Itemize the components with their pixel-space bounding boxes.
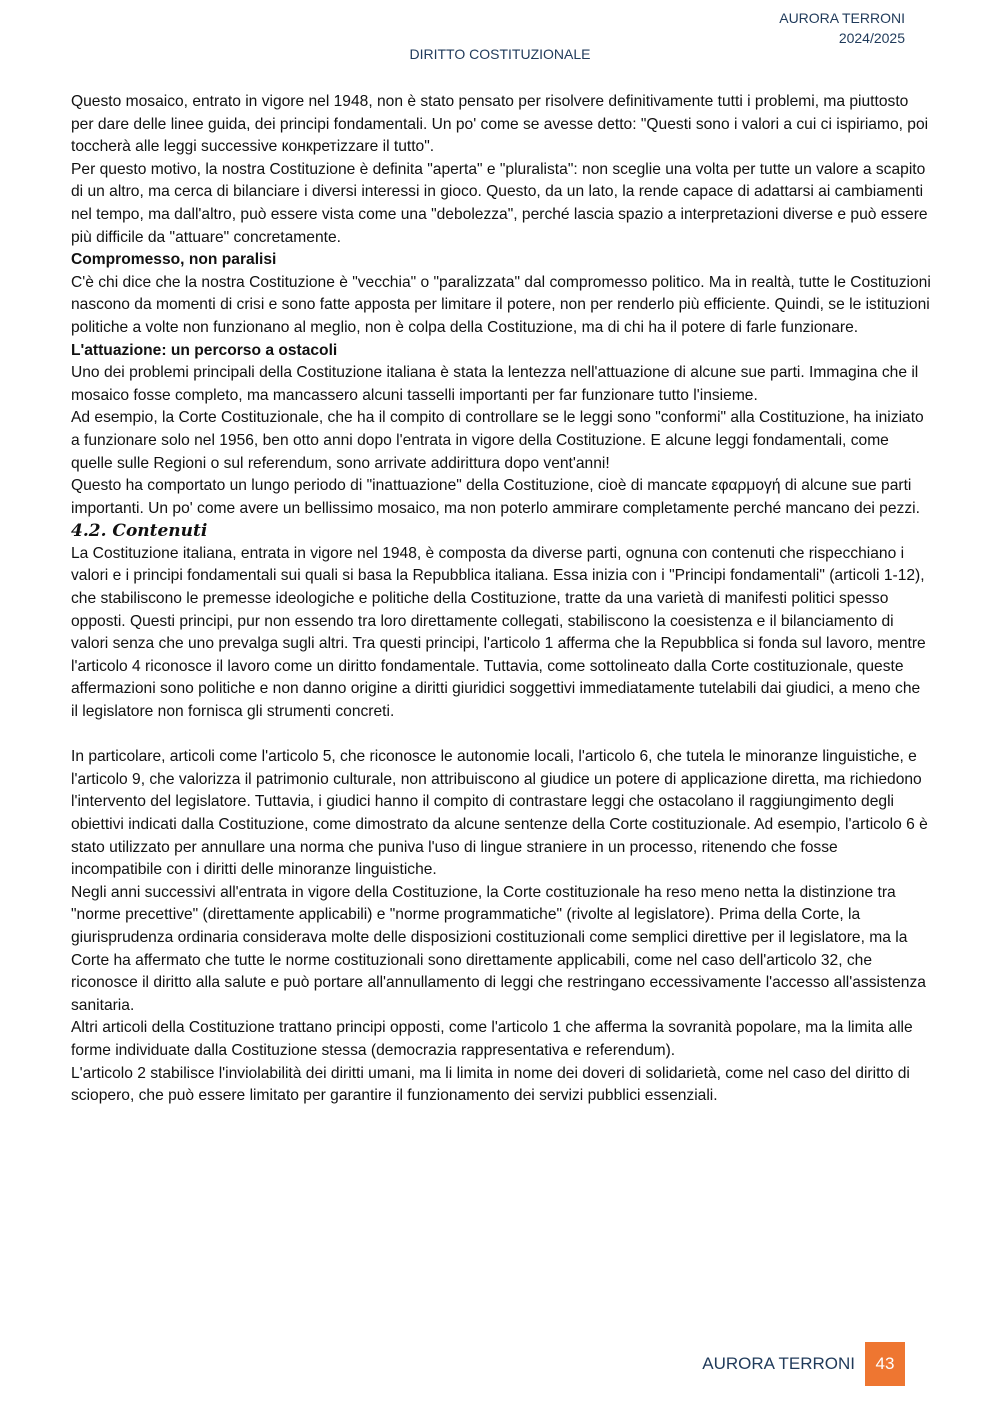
header-author: AURORA TERRONI: [779, 10, 905, 26]
subheading-attuazione: L'attuazione: un percorso a ostacoli: [71, 341, 338, 359]
header-year: 2024/2025: [838, 30, 905, 46]
paragraph: C'è chi dice che la nostra Costituzione è "vecchia" o "paralizzata" dal compromesso politico. Ma in realtà, tutte le Costituzioni nascono da momenti di crisi e sono fatte apposta per limitare il potere, non per renderlo più efficiente. Quindi, se le istituzioni politiche a volte non funzionano al meglio, non è colpa della Costituzione, ma di chi ha il potere di farle funzionare.: [71, 273, 931, 336]
page-content: [71, 91, 931, 1108]
header-author-block: [779, 8, 905, 48]
paragraph: Altri articoli della Costituzione trattano principi opposti, come l'articolo 1 che afferma la sovranità popolare, ma la limita alle forme individuate dalla Costituzione stessa (democrazia rappresentativa e referendum).: [71, 1019, 913, 1059]
section-title: 4.2. Contenuti: [71, 521, 208, 542]
blank-line: [71, 724, 931, 747]
footer-author: AURORA TERRONI: [702, 1354, 855, 1373]
paragraph: Ad esempio, la Corte Costituzionale, che ha il compito di controllare se le leggi sono "conformi" alla Costituzione, ha iniziato a funzionare solo nel 1956, ben otto anni dopo l'entrata in vigore della Costituzione. E alcune leggi fondamentali, come quelle sulle Regioni o sul referendum, sono arrivate addirittura dopo vent'anni!: [71, 409, 924, 472]
paragraph: In particolare, articoli come l'articolo 5, che riconosce le autonomie locali, l'articolo 6, che tutela le minoranze linguistiche, e l'articolo 9, che valorizza il patrimonio culturale, non attribuiscono al giudice un potere di applicazione diretta, ma richiedono l'intervento del legislatore. Tuttavia, i giudici hanno il compito di contrastare leggi che ostacolano il raggiungimento degli obiettivi indicati dalla Costituzione, come dimostrato da alcune sentenze della Corte costituzionale. Ad esempio, l'articolo 6 è stato utilizzato per annullare una norma che puniva l'uso di lingue straniere in un processo, ritenendo che fosse incompatibile con i diritti delle minoranze linguistiche.: [71, 748, 928, 879]
paragraph: Per questo motivo, la nostra Costituzione è definita "aperta" e "pluralista": non sceglie una volta per tutte un valore a scapito di un altro, ma cerca di bilanciare i diversi interessi in gioco. Questo, da un lato, la rende capace di adattarsi ai cambiamenti nel tempo, ma dall'altro, può essere vista come una "debolezza", perché lascia spazio a interpretazioni diverse e può essere più difficile da "attuare" concretamente.: [71, 160, 928, 246]
paragraph: La Costituzione italiana, entrata in vigore nel 1948, è composta da diverse parti, ognuna con contenuti che rispecchiano i valori e i principi fondamentali sui quali si basa la Repubblica italiana. Essa inizia con i "Principi fondamentali" (articoli 1-12), che stabiliscono le premesse ideologiche e politiche della Costituzione, tratte da una varietà di manifesti politici spesso opposti. Questi principi, pur non essendo tra loro direttamente collegati, stabiliscono la coesistenza e il bilanciamento di valori senza che uno prevalga sugli altri. Tra questi principi, l'articolo 1 afferma che la Repubblica si fonda sul lavoro, mentre l'articolo 4 riconosce il lavoro come un diritto fondamentale. Tuttavia, come sottolineato dalla Corte costituzionale, queste affermazioni sono politiche e non danno origine a diritti giuridici soggettivi immediatamente tutelabili dai giudici, a meno che il legislatore non fornisca gli strumenti concreti.: [71, 544, 926, 721]
paragraph: Questo ha comportato un lungo periodo di "inattuazione" della Costituzione, cioè di mancate εφαρμογή di alcune sue parti importanti. Un po' come avere un bellissimo mosaico, ma non poterlo ammirare completamente perché mancano dei pezzi.: [71, 477, 920, 517]
page-footer: [702, 1342, 905, 1386]
page-number-badge: 43: [865, 1342, 905, 1386]
paragraph: Questo mosaico, entrato in vigore nel 1948, non è stato pensato per risolvere definitivamente tutti i problemi, ma piuttosto per dare delle linee guida, dei principi fondamentali. Un po' come se avesse detto: "Questi sono i valori a cui ci ispiriamo, poi toccherà alle leggi successive конкретizzare il tutto".: [71, 93, 929, 156]
paragraph: L'articolo 2 stabilisce l'inviolabilità dei diritti umani, ma li limita in nome dei doveri di solidarietà, come nel caso del diritto di sciopero, che può essere limitato per garantire il funzionamento dei servizi pubblici essenziali.: [71, 1064, 910, 1105]
paragraph: Negli anni successivi all'entrata in vigore della Costituzione, la Corte costituzionale ha reso meno netta la distinzione tra "norme precettive" (direttamente applicabili) e "norme programmatiche" (rivolte al legislatore). Prima della Corte, la giurisprudenza ordinaria considerava molte delle disposizioni costituzionali come semplici direttive per il legislatore, ma la Corte ha affermato che tutte le norme costituzionali sono direttamente applicabili, come nel caso dell'articolo 32, che riconosce il diritto alla salute e può portare all'annullamento di leggi che restringano eccessivamente l'accesso all'assistenza sanitaria.: [71, 883, 926, 1014]
paragraph: Uno dei problemi principali della Costituzione italiana è stata la lentezza nell'attuazione di alcune sue parti. Immagina che il mosaico fosse completo, ma mancassero alcuni tasselli importanti per far funzionare tutto l'insieme.: [71, 364, 919, 404]
subheading-compromesso: Compromesso, non paralisi: [71, 251, 277, 269]
header-subject: DIRITTO COSTITUZIONALE: [409, 46, 591, 62]
